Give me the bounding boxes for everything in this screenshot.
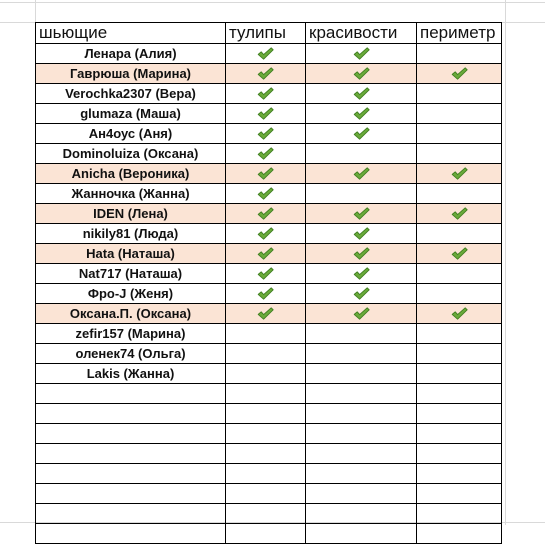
header-cell-pretties[interactable]: красивости — [306, 23, 417, 44]
cell-participant-name[interactable] — [36, 464, 226, 484]
cell-pretties[interactable] — [306, 44, 417, 64]
cell-perimeter[interactable] — [417, 144, 502, 164]
check-icon — [451, 66, 468, 79]
check-icon — [353, 306, 370, 319]
table-row — [36, 224, 502, 244]
participants-table — [35, 22, 502, 544]
cell-pretties[interactable] — [306, 164, 417, 184]
cell-participant-name[interactable]: Dominoluiza (Оксана) — [36, 144, 226, 164]
cell-tulips[interactable] — [226, 204, 306, 224]
cell-tulips[interactable] — [226, 444, 306, 464]
cell-participant-name[interactable] — [36, 444, 226, 464]
check-icon — [257, 166, 274, 179]
cell-tulips[interactable] — [226, 224, 306, 244]
cell-participant-name[interactable]: Фро-J (Женя) — [36, 284, 226, 304]
check-icon — [257, 266, 274, 279]
cell-tulips[interactable] — [226, 304, 306, 324]
cell-participant-name[interactable]: glumaza (Маша) — [36, 104, 226, 124]
check-icon — [353, 66, 370, 79]
cell-perimeter[interactable] — [417, 104, 502, 124]
table-row — [36, 344, 502, 364]
cell-tulips[interactable] — [226, 464, 306, 484]
cell-participant-name[interactable]: Lakis (Жанна) — [36, 364, 226, 384]
table-row — [36, 164, 502, 184]
cell-participant-name[interactable] — [36, 384, 226, 404]
cell-pretties[interactable] — [306, 184, 417, 204]
cell-pretties[interactable] — [306, 304, 417, 324]
cell-tulips[interactable] — [226, 384, 306, 404]
cell-participant-name[interactable]: IDEN (Лена) — [36, 204, 226, 224]
table-row — [36, 144, 502, 164]
cell-perimeter[interactable] — [417, 124, 502, 144]
cell-participant-name[interactable]: Verochka2307 (Вера) — [36, 84, 226, 104]
table-row — [36, 124, 502, 144]
cell-tulips[interactable] — [226, 124, 306, 144]
cell-perimeter[interactable] — [417, 284, 502, 304]
table-row — [36, 484, 502, 504]
cell-pretties[interactable] — [306, 284, 417, 304]
check-icon — [451, 246, 468, 259]
cell-perimeter[interactable] — [417, 304, 502, 324]
check-icon — [257, 226, 274, 239]
cell-perimeter[interactable] — [417, 244, 502, 264]
check-icon — [257, 186, 274, 199]
cell-tulips[interactable] — [226, 144, 306, 164]
cell-participant-name[interactable]: Nat717 (Наташа) — [36, 264, 226, 284]
cell-perimeter[interactable] — [417, 324, 502, 344]
table-row — [36, 444, 502, 464]
table-row — [36, 324, 502, 344]
cell-pretties[interactable] — [306, 64, 417, 84]
cell-tulips[interactable] — [226, 324, 306, 344]
cell-perimeter[interactable] — [417, 424, 502, 444]
check-icon — [353, 86, 370, 99]
header-cell-tulips[interactable]: тулипы — [226, 23, 306, 44]
check-icon — [257, 46, 274, 59]
table-row — [36, 404, 502, 424]
table-row — [36, 504, 502, 524]
table-row — [36, 244, 502, 264]
check-icon — [451, 166, 468, 179]
table-row — [36, 64, 502, 84]
cell-pretties[interactable] — [306, 484, 417, 504]
cell-pretties[interactable] — [306, 524, 417, 544]
cell-pretties[interactable] — [306, 224, 417, 244]
cell-perimeter[interactable] — [417, 364, 502, 384]
cell-tulips[interactable] — [226, 404, 306, 424]
cell-participant-name[interactable] — [36, 524, 226, 544]
cell-tulips[interactable] — [226, 524, 306, 544]
check-icon — [353, 126, 370, 139]
cell-pretties[interactable] — [306, 104, 417, 124]
cell-tulips[interactable] — [226, 344, 306, 364]
cell-perimeter[interactable] — [417, 164, 502, 184]
cell-pretties[interactable] — [306, 264, 417, 284]
cell-participant-name[interactable]: Ленара (Алия) — [36, 44, 226, 64]
cell-pretties[interactable] — [306, 504, 417, 524]
cell-pretties[interactable] — [306, 144, 417, 164]
check-icon — [353, 226, 370, 239]
cell-tulips[interactable] — [226, 424, 306, 444]
cell-participant-name[interactable] — [36, 484, 226, 504]
cell-perimeter[interactable] — [417, 464, 502, 484]
cell-perimeter[interactable] — [417, 264, 502, 284]
header-row — [36, 23, 502, 44]
cell-tulips[interactable] — [226, 64, 306, 84]
cell-pretties[interactable] — [306, 204, 417, 224]
cell-perimeter[interactable] — [417, 524, 502, 544]
table-row — [36, 84, 502, 104]
cell-tulips[interactable] — [226, 284, 306, 304]
check-icon — [257, 126, 274, 139]
check-icon — [257, 106, 274, 119]
cell-perimeter[interactable] — [417, 44, 502, 64]
table-row — [36, 104, 502, 124]
cell-tulips[interactable] — [226, 484, 306, 504]
cell-perimeter[interactable] — [417, 64, 502, 84]
cell-pretties[interactable] — [306, 344, 417, 364]
cell-participant-name[interactable]: оленек74 (Ольга) — [36, 344, 226, 364]
table-row — [36, 524, 502, 544]
check-icon — [257, 146, 274, 159]
cell-pretties[interactable] — [306, 404, 417, 424]
cell-perimeter[interactable] — [417, 184, 502, 204]
cell-participant-name[interactable] — [36, 504, 226, 524]
cell-pretties[interactable] — [306, 444, 417, 464]
cell-participant-name[interactable] — [36, 424, 226, 444]
cell-participant-name[interactable]: Ан4оус (Аня) — [36, 124, 226, 144]
check-icon — [257, 66, 274, 79]
table-row — [36, 264, 502, 284]
header-cell-perimeter[interactable]: периметр — [417, 23, 502, 44]
check-icon — [451, 206, 468, 219]
cell-perimeter[interactable] — [417, 84, 502, 104]
table-row — [36, 384, 502, 404]
cell-perimeter[interactable] — [417, 484, 502, 504]
cell-pretties[interactable] — [306, 124, 417, 144]
cell-pretties[interactable] — [306, 324, 417, 344]
cell-participant-name[interactable]: zefir157 (Марина) — [36, 324, 226, 344]
cell-perimeter[interactable] — [417, 344, 502, 364]
cell-tulips[interactable] — [226, 164, 306, 184]
cell-tulips[interactable] — [226, 364, 306, 384]
cell-participant-name[interactable] — [36, 404, 226, 424]
check-icon — [353, 106, 370, 119]
check-icon — [353, 286, 370, 299]
check-icon — [257, 206, 274, 219]
cell-participant-name[interactable]: Hata (Наташа) — [36, 244, 226, 264]
cell-pretties[interactable] — [306, 84, 417, 104]
cell-pretties[interactable] — [306, 364, 417, 384]
header-cell-seamstresses[interactable]: шьющие — [36, 23, 226, 44]
table-row — [36, 464, 502, 484]
cell-participant-name[interactable]: Жанночка (Жанна) — [36, 184, 226, 204]
cell-perimeter[interactable] — [417, 384, 502, 404]
table-row — [36, 284, 502, 304]
cell-perimeter[interactable] — [417, 224, 502, 244]
check-icon — [451, 306, 468, 319]
cell-participant-name[interactable]: Гаврюша (Марина) — [36, 64, 226, 84]
table-row — [36, 204, 502, 224]
cell-pretties[interactable] — [306, 464, 417, 484]
cell-tulips[interactable] — [226, 184, 306, 204]
check-icon — [353, 266, 370, 279]
cell-tulips[interactable] — [226, 264, 306, 284]
table-row — [36, 364, 502, 384]
cell-tulips[interactable] — [226, 504, 306, 524]
cell-tulips[interactable] — [226, 104, 306, 124]
cell-pretties[interactable] — [306, 244, 417, 264]
cell-participant-name[interactable]: Anicha (Вероника) — [36, 164, 226, 184]
check-icon — [257, 306, 274, 319]
check-icon — [353, 206, 370, 219]
cell-tulips[interactable] — [226, 44, 306, 64]
check-icon — [353, 46, 370, 59]
check-icon — [257, 86, 274, 99]
check-icon — [353, 246, 370, 259]
cell-perimeter[interactable] — [417, 444, 502, 464]
cell-participant-name[interactable]: Оксана.П. (Оксана) — [36, 304, 226, 324]
check-icon — [257, 246, 274, 259]
check-icon — [257, 286, 274, 299]
cell-perimeter[interactable] — [417, 204, 502, 224]
cell-participant-name[interactable]: nikily81 (Люда) — [36, 224, 226, 244]
table-row — [36, 44, 502, 64]
table-row — [36, 304, 502, 324]
check-icon — [353, 166, 370, 179]
cell-tulips[interactable] — [226, 244, 306, 264]
cell-tulips[interactable] — [226, 84, 306, 104]
cell-perimeter[interactable] — [417, 404, 502, 424]
table-row — [36, 184, 502, 204]
cell-perimeter[interactable] — [417, 504, 502, 524]
cell-pretties[interactable] — [306, 424, 417, 444]
cell-pretties[interactable] — [306, 384, 417, 404]
table-row — [36, 424, 502, 444]
